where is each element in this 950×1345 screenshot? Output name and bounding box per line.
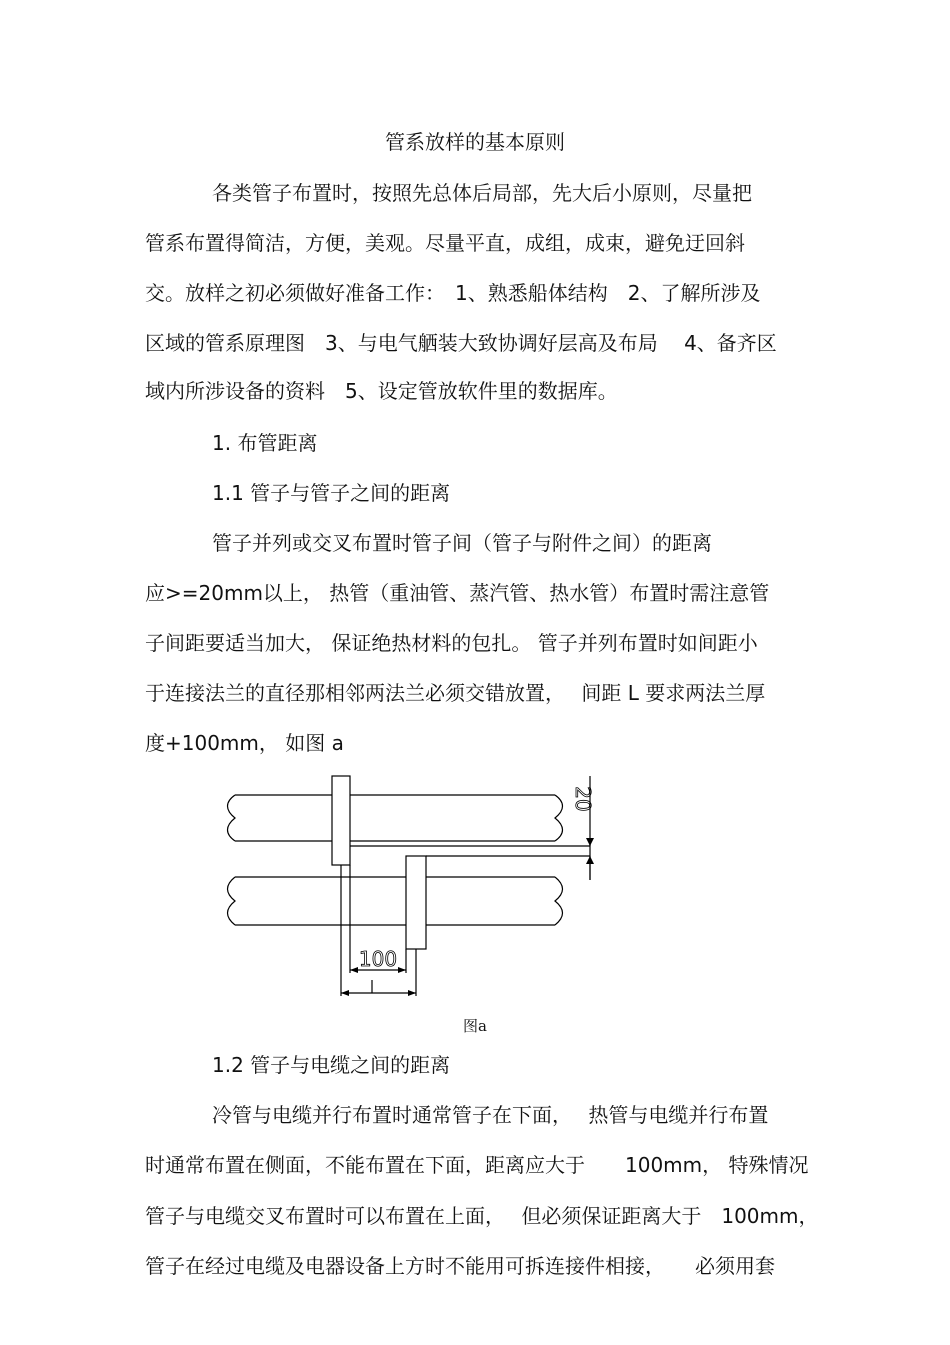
section-heading-1-1: 1.1 管子与管子之间的距离	[212, 481, 451, 505]
para1-line: 于连接法兰的直径那相邻两法兰必须交错放置， 间距 L 要求两法兰厚	[145, 681, 766, 705]
figure-a-drawing	[220, 768, 610, 1013]
para1-line: 管子并列或交叉布置时管子间（管子与附件之间）的距离	[212, 531, 712, 555]
para2-line: 管子在经过电缆及电器设备上方时不能用可拆连接件相接， 必须用套	[145, 1254, 775, 1278]
figure-caption: 图a	[463, 1017, 487, 1035]
page-title: 管系放样的基本原则	[385, 130, 565, 154]
intro-line: 各类管子布置时，按照先总体后局部，先大后小原则，尽量把	[212, 181, 752, 205]
section-heading-1-2: 1.2 管子与电缆之间的距离	[212, 1053, 451, 1077]
para1-line: 应>=20mm以上， 热管（重油管、蒸汽管、热水管）布置时需注意管	[145, 581, 770, 605]
lower-pipe	[228, 877, 563, 925]
dimension-100	[341, 865, 416, 993]
upper-flange	[332, 776, 350, 996]
upper-pipe	[228, 795, 563, 841]
para2-line: 管子与电缆交叉布置时可以布置在上面， 但必须保证距离大于 100mm，	[145, 1204, 819, 1228]
para2-line: 时通常布置在侧面，不能布置在下面，距离应大于 100mm， 特殊情况	[145, 1153, 809, 1177]
dimension-label-20: 20	[571, 786, 595, 812]
para1-line: 度+100mm， 如图 a	[145, 731, 344, 755]
lower-flange	[406, 856, 426, 996]
intro-line: 域内所涉设备的资料 5、设定管放软件里的数据库。	[145, 379, 618, 403]
para2-line: 冷管与电缆并行布置时通常管子在下面， 热管与电缆并行布置	[212, 1103, 769, 1127]
intro-line: 交。放样之初必须做好准备工作： 1、熟悉船体结构 2、了解所涉及	[145, 281, 761, 305]
section-heading-1: 1. 布管距离	[212, 431, 318, 455]
intro-line: 管系布置得简洁，方便，美观。尽量平直，成组，成束，避免迂回斜	[145, 231, 745, 255]
dimension-label-100: 100	[358, 947, 398, 971]
intro-line: 区域的管系原理图 3、与电气舾装大致协调好层高及布局 4、备齐区	[145, 331, 777, 355]
para1-line: 子间距要适当加大， 保证绝热材料的包扎。 管子并列布置时如间距小	[145, 631, 758, 655]
dimension-20	[350, 776, 590, 880]
